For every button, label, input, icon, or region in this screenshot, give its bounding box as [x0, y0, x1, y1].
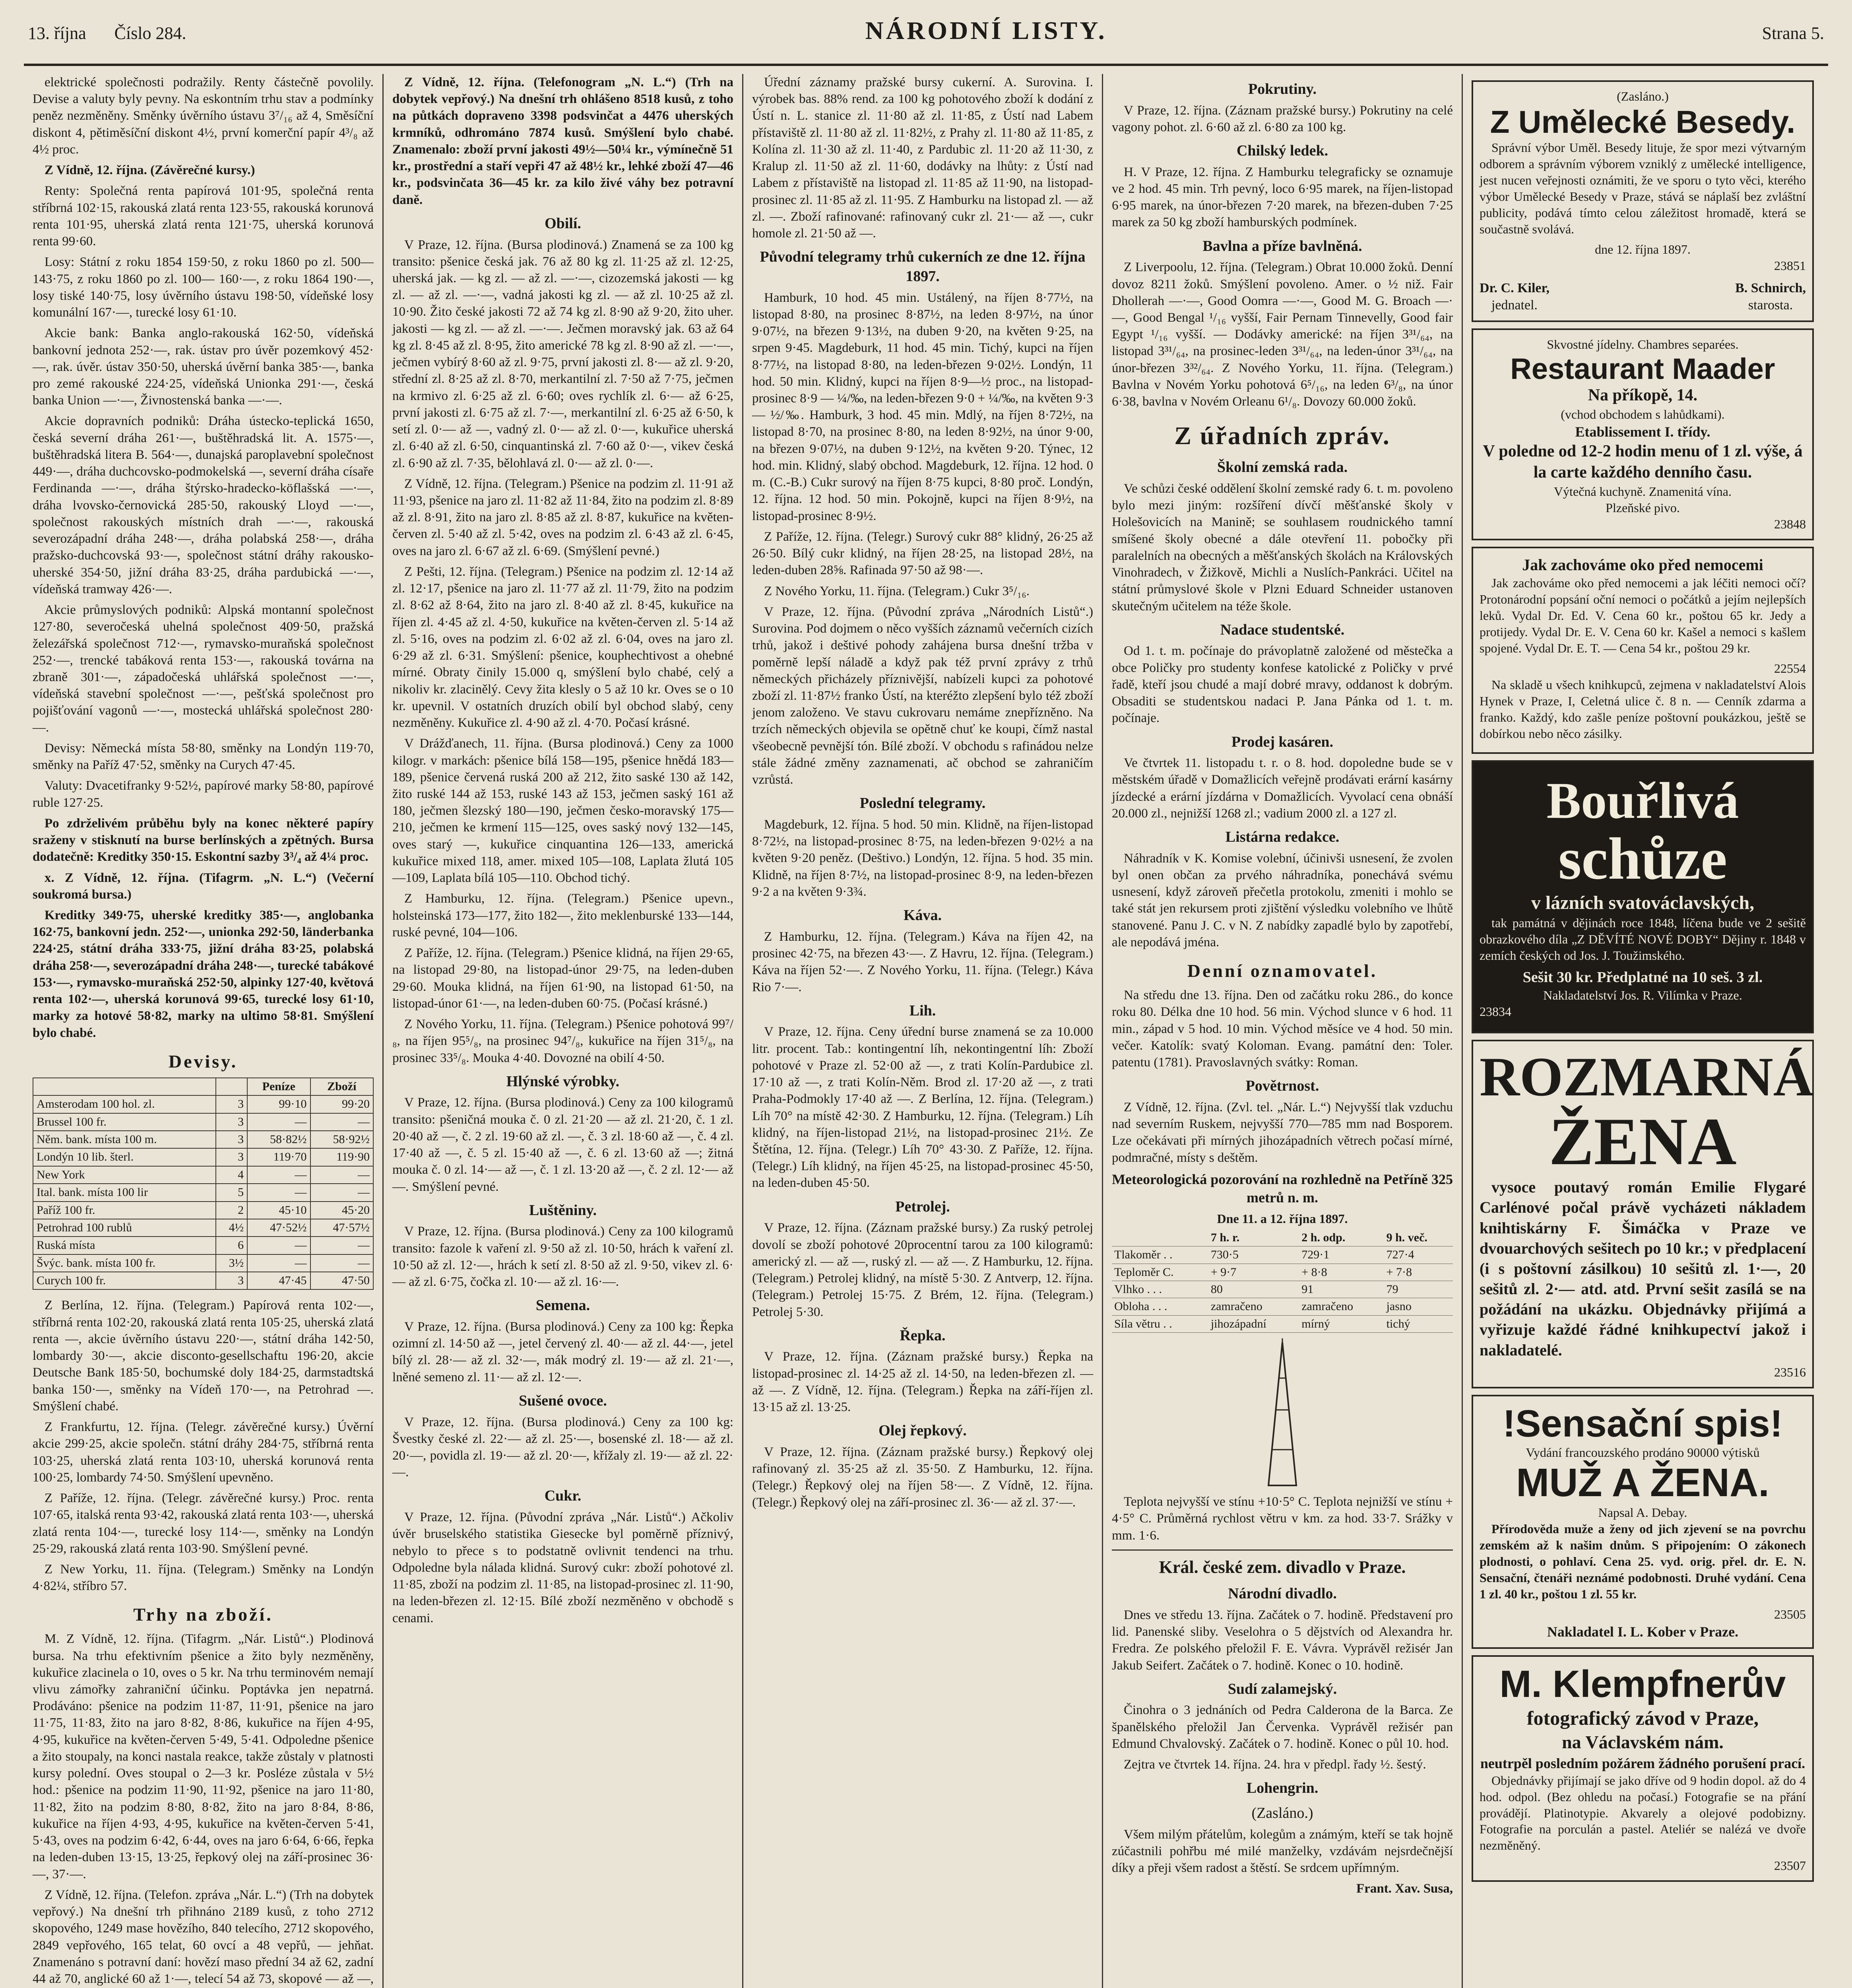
devisy-table-row-cell: — [247, 1254, 310, 1272]
meteo-table-row-cell: 80 [1208, 1281, 1299, 1298]
ad-restaurant-title: Restaurant Maader [1510, 352, 1775, 385]
petrin-tower-illustration [1253, 1338, 1312, 1489]
lusteniny-text: V Praze, 12. října. (Bursa plodinová.) Ceny za 100 kilogramů transito: fazole k vaření zl. 9·50 až zl. 10·50, hrách k vaření zl. 10·50 až zl. 12·—, hrách k setí zl. 8·50 až zl. 9·50, vikev zl. 6·— až zl. 6·75, čočka zl. 10·— až zl. 16·—. [392, 1224, 733, 1289]
meteo-table-row-cell: 91 [1299, 1281, 1384, 1298]
meteo-table-row [1112, 1264, 1453, 1281]
ad-schuze-title: schůze [1558, 826, 1727, 892]
obili-vienna-text: Z Vídně, 12. října. (Telegram.) Pšenice na podzim zl. 11·91 až 11·93, pšenice na jaro zl. 11·82 až 11·84, žito na podzim zl. 8·89 až zl. 8·91, žito na jaro zl. 8·85 až zl. 8·87, kukuřice na květen-červen zl. 5·40 až zl. 5·42, oves na podzim zl. 6·43 až zl. 6·45, oves na jaro zl. 6·67 až zl. 6·69. (Smýšlení pevné.) [392, 476, 733, 558]
ad-rozmarna-zena [1472, 1040, 1814, 1388]
column-2 [384, 74, 743, 1988]
lohengrin-heading: Lohengrin. [1246, 1780, 1319, 1797]
ad-zena-title: ŽENA [1549, 1104, 1737, 1179]
trhy-heading: Trhy na zboží. [133, 1604, 273, 1625]
devisy-table-row-cell: Curych 100 fr. [33, 1272, 216, 1289]
ad-sensace-title: !Sensační spis! [1503, 1402, 1783, 1445]
divider [1112, 1549, 1453, 1551]
devisy-table-row-cell: 3½ [216, 1254, 248, 1272]
chilsky-text: H. V Praze, 12. října. Z Hamburku telegraficky se oznamuje ve 2 hod. 45 min. Trh pevný, loco 6·95 marek, na říjen-listopad 6·95 marek, na únor-březen 7·20 marek, na březen-duben 7·25 marek za 50 kg zboží hamburských podmínek. [1112, 165, 1453, 230]
repka-heading: Řepka. [900, 1327, 946, 1344]
ad-bourliva-body: tak památná v dějinách roce 1848, líčena bude ve 2 sešitě obrazkového díla „Z DĚVÍTÉ NOVÉ DOBY“ Dějiny r. 1848 v zemích českých od Jos. J. Toužimského. [1480, 916, 1806, 963]
cukr-telegram-heading: Původní telegramy trhů cukerních ze dne 12. října 1897. [760, 248, 1086, 285]
devisy-table-row-cell: — [310, 1113, 373, 1131]
nadace-heading: Nadace studentské. [1220, 621, 1345, 638]
devisy-table-row-cell: New York [33, 1166, 216, 1184]
meteo-table-row-cell: Vlhko . . . [1112, 1281, 1208, 1298]
meteo-col-evening: 9 h. več. [1384, 1229, 1453, 1246]
ad-sensace-sub: Vydání francouzského prodáno 90000 výtisků [1526, 1445, 1760, 1460]
meteo-table-row-cell: tichý [1384, 1315, 1453, 1332]
meteo-days: Dne 11. a 12. října 1897. [1217, 1211, 1348, 1226]
chilsky-heading: Chilský ledek. [1236, 142, 1328, 159]
meteo-table-row-cell: 79 [1384, 1281, 1453, 1298]
ad-sensace-body: Přírodověda muže a ženy od jich zjevení se na povrchu zemském až k našim dnům. S připojením: O zákonech plodnosti, o pohlaví. Cena 25. vyd. orig. přel. dr. E. N. Sensační, čtenáři neznámé podobnosti. Druhé vydání. Cena 1 zl. 40 kr., poštou 1 zl. 55 kr. [1480, 1522, 1806, 1602]
meteo-table-body [1112, 1246, 1453, 1333]
meteo-table-row [1112, 1246, 1453, 1264]
losy-text: Losy: Státní z roku 1854 159·50, z roku 1860 po zl. 500— 143·75, z roku 1860 po zl. 100— 160·—, z roku 1864 190·—, losy tiské 140·75, losy úvěrního ústavu 198·50, vídeňské losy komunální 167·—, turecké losy 61·10. [33, 255, 374, 320]
meteo-table-row-cell: jihozápadní [1208, 1315, 1299, 1332]
paris-text: Z Paříže, 12. října. (Telegr. závěrečné kursy.) Proc. renta 107·65, italská renta 93·42, rakouská zlatá renta 103·—, uherská zlatá renta 104·—, turecké losy 114·—, směnky na Londýn 25·29, rakouská zlatá renta 103·90. Smýšlení pevné. [33, 1491, 374, 1556]
ad-sensace-author: Napsal A. Debay. [1598, 1505, 1687, 1520]
devisy-table-row [33, 1237, 373, 1254]
ad-bourliva-title: Bouřlivá [1546, 772, 1739, 829]
ad-klempfner-title: M. Klempfnerův [1499, 1663, 1786, 1706]
devisy-table-row-cell: — [310, 1184, 373, 1201]
ad-bourliva-number: 23834 [1480, 1004, 1511, 1019]
petrolej-text: V Praze, 12. října. (Záznam pražské bursy.) Za ruský petrolej dovolí se zboží pohotové 20procentní tarou za 100 kilogramů: americký zl. — až —, ruský zl. — až —. Z Hamburku, 12. října. (Telegram.) Petrolej klidný, na místě 5·30. Z Antverp, 12. října. (Telegram.) Petrolej 15·75. Z Brém, 12. října. (Telegram.) Petrolej 5·30. [752, 1221, 1093, 1319]
devisy-table-row [33, 1131, 373, 1148]
berlin-text: Z Berlína, 12. října. (Telegram.) Papírová renta 102·—, stříbrná renta 102·20, rakouská zlatá renta 105·25, uherská zlatá renta —, akcie úvěrního ústavu 220·—, státní dráha 142·50, lombardy 30·—, akcie disconto-gesellschaftu 196·20, akcie Deutsche Bank 185·50, bochumské doly 184·25, darmstadtská banka 150·—, směnky na Vídeň 170·—, na Petrohrad —. Smýšlení chabé. [33, 1298, 374, 1413]
susene-text: V Praze, 12. října. (Bursa plodinová.) Ceny za 100 kg: Švestky české zl. 22·— až zl. 25·—, bosenské zl. 18·— až zl. 20·—, povidla zl. 19·— až zl. 20·—, křížaly zl. 19·— až zl. 22·—. [392, 1415, 733, 1480]
vienna-tel-headline: x. Z Vídně, 12. října. (Tifagrm. „N. L.“) (Večerní soukromá bursa.) [33, 870, 374, 902]
ad-restaurant-floor: Etablissement I. třídy. [1575, 423, 1710, 440]
ad-sensace-publisher: Nakladatel I. L. Kober v Praze. [1547, 1624, 1739, 1640]
bavlna-text: Z Liverpoolu, 12. října. (Telegram.) Obrat 10.000 žoků. Denní dovoz 8211 žoků. Smýšlení povoleno. Amer. o ½ niž. Fair Dhollerah —·—, Good Oomra —·—, Good M. G. Broach —·—, Good Bengal ¹/₁₆ vyšší, Fair Pernam Tinnevelly, Good fair Egypt ¹/₁₆ vyšší. — Dodávky americké: na říjen 3³¹/₆₄, na listopad 3³¹/₆₄, na prosinec-leden 3³¹/₆₄, na leden-únor 3³¹/₆₄, na únor-březen 3³²/₆₄. Z Nového Yorku, 11. října. (Telegram.) Bavlna v Novém Yorku pohotová 6⁵/₁₆, na leden 6³/₈, na únor 6·38, bavlna v Novém Orleanu 6¹/₈. Dovozy 60.000 žoků. [1112, 260, 1453, 409]
devisy-table-row-cell: — [247, 1184, 310, 1201]
devisy-col-place [33, 1078, 216, 1095]
ad-restaurant-address: Na příkopě, 14. [1588, 386, 1698, 404]
bavlna-heading: Bavlna a příze bavlněná. [1202, 237, 1362, 254]
ad-beseda-sig-left: Dr. C. Kiler, [1480, 280, 1549, 295]
meteo-table-row-cell: + 9·7 [1208, 1264, 1299, 1281]
listarna-text: Náhradník v K. Komise volební, účinivši usnesení, že zvolen byl onen občan za prvého náhradníka, ponechává svému usnesení, když zároveň přečetla protokolu, zmeniti i mohlo se také stát jen rekursem proti zjištění výsledku volebního ve lhůtě stanovené. Panu J. C. v N. Z nabídky zapadlé bylo by zapotřebí, ale nepodává jména. [1112, 851, 1453, 949]
posledni-heading: Poslední telegramy. [859, 795, 986, 812]
meteo-table-row-cell: + 8·8 [1299, 1264, 1384, 1281]
denni-heading: Denní oznamovatel. [1187, 961, 1378, 981]
ad-sensacni-spis [1472, 1395, 1814, 1649]
devisy-table-row-cell: Ruská místa [33, 1237, 216, 1254]
ad-beseda-signatures [1480, 280, 1806, 314]
meteo-table-row-cell: Tlakoměr . . [1112, 1246, 1208, 1264]
ad-klempfner-address: na Václavském nám. [1562, 1732, 1724, 1752]
zitra-text: Zejtra ve čtvrtek 14. října. 24. hra v předpl. řady ½. šestý. [1124, 1757, 1426, 1772]
meteo-table-row [1112, 1281, 1453, 1298]
meteo-extra-text: Teplota nejvyšší ve stínu +10·5° C. Teplota nejnižší ve stínu + 4·5° C. Průměrná rychlost větru v km. za hod. 33·7. Srážky v mm. 1·6. [1112, 1495, 1453, 1543]
devisy-table-row-cell: — [247, 1113, 310, 1131]
devisy-table-row-cell: 2 [216, 1202, 248, 1219]
lusteniny-heading: Luštěniny. [529, 1202, 597, 1219]
cukr-text: V Praze, 12. října. (Původní zpráva „Nár. Listů“.) Ačkoliv úvěr bruselského statistika Giesecke byl poměrně příznivý, nebylo to přece s to podstatně ovlivnit tendenci na trhu. Odpoledne byla nálada klidná. Surový cukr: zboží pohotové zl. 11·85, zboží na podzim zl. 11·85, na listopad-prosinec zl. 11·90, na leden-březen zl. 12·15. Bílé zboží nezměněno v obchodě s cenami. [392, 1510, 733, 1625]
devisy-table-row-cell: 99·10 [247, 1095, 310, 1113]
devisy-table-row-cell: Švýc. bank. místa 100 fr. [33, 1254, 216, 1272]
ad-umelecka-beseda [1472, 80, 1814, 322]
cukr-paris-text: Z Paříže, 12. října. (Telegr.) Surový cukr 88° klidný, 26·25 až 26·50. Bílý cukr klidný, na říjen 28·25, na listopad 28½, na leden-duben 28⅝. Rafinada 97·50 až 98·—. [752, 529, 1093, 578]
meteo-table-row-cell: + 7·8 [1384, 1264, 1453, 1281]
meteo-table-row-cell: 729·1 [1299, 1246, 1384, 1264]
ad-nemoc-title: Jak zachováme oko před nemocemi [1522, 556, 1763, 574]
devisy-table-row [33, 1202, 373, 1219]
lih-heading: Lih. [909, 1002, 936, 1019]
ad-klempfner-subtitle: fotografický závod v Praze, [1526, 1706, 1759, 1729]
ad-klempfner [1472, 1655, 1814, 1882]
devisy-col-goods: Zboží [310, 1078, 373, 1095]
ad-restaurant-top: Skvostné jídelny. Chambres separées. [1547, 337, 1739, 351]
ad-restaurant-number: 23848 [1774, 517, 1806, 532]
zaslano-heading: (Zasláno.) [1251, 1805, 1313, 1822]
devisy-table-row [33, 1272, 373, 1289]
ad-sensace-number: 23505 [1774, 1607, 1806, 1622]
devisy-table-row-cell: 4 [216, 1166, 248, 1184]
devisy-table-row-cell: 47·45 [247, 1272, 310, 1289]
meteo-title: Meteorologická pozorování na rozhledně na Petříně 325 metrů n. m. [1112, 1171, 1453, 1206]
cukr-heading: Cukr. [544, 1487, 582, 1505]
divadlo-text: Dnes ve středu 13. října. Začátek o 7. hodině. Představení pro lid. Panenské sliby. Veselohra o 5 dějstvích od Alexandra hr. Fredra. Ze polského přeložil F. E. Vávra. Vyprávěl režisér Jan Jakub Seifert. Začátek o 7. hodině. Konec o 10. hodině. [1112, 1607, 1453, 1673]
meteo-table-row-cell: Obloha . . . [1112, 1298, 1208, 1315]
divadlo-heading: Král. české zem. divadlo v Praze. [1159, 1557, 1406, 1577]
obili-hamburg-text: Z Hamburku, 12. října. (Telegram.) Pšenice upevn., holsteinská 173—177, žito 182—, žito meklenburské 133—144, ruské pevné, 104—106. [392, 891, 733, 940]
devisy-table-row-cell: — [247, 1166, 310, 1184]
devisy-table-row-cell: Paříž 100 fr. [33, 1202, 216, 1219]
listarna-heading: Listárna redakce. [1225, 829, 1340, 846]
meteo-table-row-cell: Teploměr C. [1112, 1264, 1208, 1281]
skolni-text: Ve schůzi české oddělení školní zemské rady 6. t. m. povoleno bylo mezi jiným: rozšíření dívčí měšťanské školy v Holešovicích na Manině; se souhlasem roudnického tamní smíšené školy obecné a dále otevření 11. pobočky při paralelních na obecných a měšťanských školách na Královských Vinohradech, v Žižkově, Michli a Nuslích-Pankráci. Učitel na státní průmyslové škole v Plzni Eduard Schneider ustanoven skutečným učitelem na téže škole. [1112, 481, 1453, 613]
column-4 [1103, 74, 1463, 1988]
devisy-table-row-cell: 3 [216, 1095, 248, 1113]
devisy-table-row [33, 1095, 373, 1113]
sudi-text: Činohra o 3 jednáních od Pedra Calderona de la Barca. Ze španělského přeložil Jan Červenka. Vyprávěl režisér pan Edmund Chvalovský. Začátek o 7. hodině. Konec o půl 10. hod. [1112, 1703, 1453, 1751]
devisy-table-row-cell: Amsterodam 100 hol. zl. [33, 1095, 216, 1113]
issue-date: 13. října [28, 23, 86, 43]
meteo-table-row-cell: mírný [1299, 1315, 1384, 1332]
ad-klempfner-note: neutrpěl posledním požárem žádného porušení prací. [1480, 1755, 1805, 1771]
devisy-table-row-cell: 47·50 [310, 1272, 373, 1289]
ad-kniha-note: Na skladě u všech knihkupců, zejmena v nakladatelství Alois Hynek v Praze, I, Celetná ulice č. 8 n. — Cenník zdarma a franko. Každý, kdo zašle peníze poštovní poukázkou, ještě se dobírkou nebo něco zásilky. [1480, 678, 1806, 741]
ad-beseda-sig-right-role: starosta. [1748, 298, 1793, 313]
devisy-table-row-cell: Brussel 100 fr. [33, 1113, 216, 1131]
devisy-table-row-cell: 58·82½ [247, 1131, 310, 1148]
devisy-table-row-cell: — [310, 1166, 373, 1184]
devisy-table-row-cell: 45·10 [247, 1202, 310, 1219]
banky-text: Akcie bank: Banka anglo-rakouská 162·50, vídeňská bankovní jednota 252·—, rak. ústav pro úvěr pozemkový 452·—, rak. úvěr. ústav 350·50, uherská úvěrní banka 385·—, banka pro zemé rakouské 224·25, vídeňská Unionka 291·—, česká banka Union —·—, Živnostenská banka —·—. [33, 326, 374, 408]
semena-heading: Semena. [535, 1297, 590, 1314]
ad-bourliva-price: Sešit 30 kr. Předplatné na 10 seš. 3 zl. [1522, 969, 1763, 986]
devisy-table-row [33, 1254, 373, 1272]
ad-restaurant-beer: Plzeňské pivo. [1606, 501, 1680, 515]
devisy-table-row-cell: 58·92½ [310, 1131, 373, 1148]
obili-dresden-text: V Drážďanech, 11. října. (Bursa plodinová.) Ceny za 1000 kilogr. v markách: pšenice bílá 158—195, pšenice hnědá 183—189, pšenice červená ruská 200 až 212, žito saské 130 až 142, žito ruské 144 až 153, ruské 143 až 153, ječmen saský 161 až 180, ječmen šlezský 180—190, ječmen česko-moravský 175—210, ječmen ke krmení 115—125, oves saský nový 132—145, oves starý —, kukuřice cinquantina 126—133, americká kukuřice mixed 118, amer. mixed 105—108, Laplata žlutá 105—109, Laplata bílá 105—110. Obchod tichý. [392, 736, 733, 885]
lih-text: V Praze, 12. října. Ceny úřední burse znamená se za 10.000 litr. procent. Tab.: kontingentní líh, nekontingentní líh: Zboží pohotové v Praze zl. 52·00 až —, z trati Kolín-Pardubice zl. 17·10 až —, z trati Kolín-Něm. Brod zl. 17·20 až —, z trati Praha-Podmokly 17·40 až —. Z Berlína, 12. října. (Telegram.) Líh 70° na místě 42·30. Z Hamburku, 12. října. (Telegram.) Líh klidný, na říjen-listopad 21½, na listopad-prosinec 21½. Ze Štětína, 12. října. (Telegr.) Líh 70° 43·30. Z Paříže, 12. října. (Telegr.) Líh klidný, na říjen 45·25, na listopad-prosinec 45·50, na leden-duben 45·50. [752, 1025, 1093, 1190]
devisy-table-row-cell: 4½ [216, 1219, 248, 1237]
valuty-text: Valuty: Dvacetifranky 9·52½, papírové marky 58·80, papírové ruble 127·25. [33, 779, 374, 810]
povetrnost-heading: Povětrnost. [1245, 1077, 1319, 1095]
ad-oko-nemoci [1472, 547, 1814, 754]
masthead [24, 16, 1828, 66]
meteo-table-row [1112, 1298, 1453, 1315]
zaslano-text: Všem milým přátelům, kolegům a známým, kteří se tak hojně zúčastnili pohřbu mé milé manželky, vzdávám nejsrdečnější díky a přeji všem radost a štěstí. Se srdcem upřímným. [1112, 1827, 1453, 1875]
obili-newyork-text: Z Nového Yorku, 11. října. (Telegram.) Pšenice pohotová 99⁷/₈, na říjen 95⁵/₈, na prosinec 94⁷/₈, kukuřice na říjen 31⁵/₈, na prosinec 33⁵/₈. Mouka 4·40. Dovozné na obilí 4·50. [392, 1017, 733, 1065]
divadlo-subheading: Národní divadlo. [1228, 1585, 1337, 1602]
meteo-col-label [1112, 1229, 1208, 1246]
meteo-table-row [1112, 1315, 1453, 1332]
uredni-text: Úřední záznamy pražské bursy cukerní. A. Surovina. I. výrobek bas. 88% rend. za 100 kg pohotového zboží k dodání z Ústí n. L. stanice zl. 11·80 až zl. 11·85, z Ústí nad Labem přístaviště zl. 11·80 až zl. 11·82½, z Prahy zl. 11·80 až 11·85, z Kolína zl. 11·30 až zl. 11·40, z Pardubic zl. 11·20 až 11·30, z Kralup zl. 11·50 až zl. 11·60, dodávky na lhůty: z Ústí nad Labem z přístaviště na listopad zl. 11·85 až 11·90, na listopad-prosinec zl. 11·85 až zl. 11·95. Z Hamburku na listopad zl. — až zl. —. Zboží rafinované: rafinovaný cukr zl. 21·— až —, cukr homole zl. 21·50 až —. [752, 75, 1093, 241]
ad-klempfner-number: 23507 [1774, 1858, 1806, 1873]
newspaper-title: NÁRODNÍ LISTY. [865, 16, 1107, 45]
ad-restaurant-sub: (vchod obchodem s lahůdkami). [1561, 407, 1725, 421]
ad-rozmarna-number: 23516 [1774, 1365, 1806, 1379]
devisy-table-header [33, 1078, 373, 1095]
ad-klempfner-body: Objednávky přijímají se jako dříve od 9 hodin dopol. až do 4 hod. odpol. (Bez ohledu na počasí.) Fotografie se na přání provádějí. Platinotypie. Akvarely a olejové podobizny. Fotografie na porculán a pastel. Ateliér se nalézá ve dvoře nezměněný. [1480, 1773, 1806, 1853]
devisy-table-row-cell: Ital. bank. místa 100 lir [33, 1184, 216, 1201]
devisy-table-row-cell: 47·57½ [310, 1219, 373, 1237]
ad-restaurant-maader [1472, 328, 1814, 540]
ad-nemoc-body: Jak zachováme oko před nemocemi a jak léčiti nemoci očí? Protonárodní popsání oční nemoci o počátků a jejím nejlepších leků. Vydal Dr. Ed. V. Cena 60 kr., poštou 65 kr. Jedy a protijedy. Vydal Dr. E. V. Cena 60 kr. Kašel a nemoci s kašlem spojené. Vydal Dr. E. T. — Cena 54 kr., poštou 29 kr. [1480, 576, 1806, 656]
meteo-table [1112, 1229, 1453, 1333]
devisy-table-row [33, 1166, 373, 1184]
cukr-telegram-text: Hamburk, 10 hod. 45 min. Ustálený, na říjen 8·77½, na listopad 8·80, na prosinec 8·87½, na leden 8·97½, na únor 9·07½, na březen 9·13½, na duben 9·20, na květen 9·25, na srpen 9·45. Magdeburk, 11 hod. 45 min. Tichý, kupci na říjen 8·77½, na listopad 8·80, na leden-březen 9·02½. Londýn, 11 hod. 50 min. Klidný, kupci na říjen 8·9—½ proc., na listopad-prosinec 8·9 — ¼/‰, na leden-březen 9·0 + ¼/‰, na květen 9·3 — ½/‰. Hamburk, 3 hod. 45 min. Mdlý, na říjen 8·72½, na listopad 8·70, na prosinec 8·80, na leden 8·92½, na únor 9·00, na březen 9·07½, na duben 9·12½, na květen 9·20. Týnec, 12 hod. min. Klidný, slabý obchod. Magdeburk, 12. října. 12 hod. 0 m. (C.-B.) Cukr surový na říjen 8·75 kupci, 8·80 proč. Londýn, 12. října. 12 hod. 50 min. Pokojně, kupci na říjen 8·9½, na listopad-prosinec 8·9½. [752, 290, 1093, 523]
meteo-table-row-cell: zamračeno [1299, 1298, 1384, 1315]
hlyn-text: V Praze, 12. října. (Bursa plodinová.) Ceny za 100 kilogramů transito: pšeničná mouka č. 0 zl. 21·20 — až zl. 21·20, č. 1 zl. 20·40 až —, č. 2 zl. 19·60 až zl. —, č. 3 zl. 18·60 až —, č. 4 zl. 17·40 až —, č. 5 zl. 15·40 až —, č. 6 zl. 13·60 až —; žitná mouka č. 0 zl. 14·— až —, č. 1 zl. 13·20 až —, č. 2 zl. 12·— až —. Smýšlení pevné. [392, 1095, 733, 1194]
devisy-table-row-cell: 3 [216, 1148, 248, 1166]
devisy-table-row-cell: — [310, 1237, 373, 1254]
devisy-table-body [33, 1095, 373, 1289]
denni-text: Na středu dne 13. října. Den od začátku roku 286., do konce roku 80. Délka dne 10 hod. 56 min. Východ slunce v 6 hod. 11 min., západ v 5 hod. 10 min. Východ měsíce ve 4 hod. 50 min. večer. Katolík: svatý Koloman. Evang. památní den: Toler. patentu (1781). Pravoslavných svátky: Roman. [1112, 988, 1453, 1070]
devisy-table-row-cell: — [310, 1254, 373, 1272]
povetrnost-text: Z Vídně, 12. října. (Zvl. tel. „Nár. L.“) Nejvyšší tlak vzduchu nad severním Ruskem, nejvyšší 770—785 mm nad Bosporem. Lze očekávati při mírných jihozápadních větrech počasí mírné, podmračné, místy s deštěm. [1112, 1100, 1453, 1165]
ad-beseda-date: dne 12. října 1897. [1595, 242, 1691, 256]
ad-beseda-sig-left-role: jednatel. [1491, 298, 1538, 313]
ad-beseda-number: 23851 [1774, 258, 1806, 273]
susene-heading: Sušené ovoce. [519, 1392, 607, 1409]
ad-beseda-body: Správní výbor Uměl. Besedy lituje, že spor mezi výtvarným odborem a správním výborem vzniklý z umělecké intelligence, jest nucen veřejnosti oznámiti, že ve sporu o tyto věci, kterého výbor Umělecké Besedy v Praze, stává se náplaší bez zvláštní publicity, podává tímto celou záležitost hromadě, která se součastně svolává. [1480, 140, 1806, 236]
meteo-table-header [1112, 1229, 1453, 1246]
devisy-table-row-cell: — [247, 1237, 310, 1254]
olej-heading: Olej řepkový. [878, 1422, 967, 1439]
ad-rozmarna-title: ROZMARNÁ [1480, 1046, 1813, 1108]
meteo-table-row-cell: zamračeno [1208, 1298, 1299, 1315]
article-intro: elektrické společnosti podražily. Renty částečně povolily. Devise a valuty byly pevny. Na eskontním trhu stav a podmínky peněz nezměněny. Směnky úvěrního ústavu 3⁷/₁₆ až 4, Směsíční diskont 4, pětiměsíční diskont 4½, první komerční papír 4³/₈ až 4½ proc. [33, 75, 374, 157]
devisy-table-row-cell: 5 [216, 1184, 248, 1201]
vienna-tel-text: Kreditky 349·75, uherské kreditky 385·—, anglobanka 162·75, bankovní jedn. 252·—, unionka 292·50, länderbanka 224·25, státní dráha 333·75, jižní dráha 83·25, polabská dráha 258·—, severozápadní dráha 248·—, turecké tabákové 153·—, rymavsko-muraňská 252·50, alpinky 127·40, květová renta 102·—, uherská korunová 99·65, turecké losy 61·10, marky za hotové 58·82, marky na ultimo 58·81. Smýšlení bylo chabé. [33, 908, 374, 1040]
renty-text: Renty: Společná renta papírová 101·95, společná renta stříbrná 102·15, rakouská zlatá renta 123·55, rakouská korunová renta 101·95, uherská zlatá renta 121·75, uherská korunová renta 99·60. [33, 184, 374, 249]
skolni-heading: Školní zemská rada. [1217, 459, 1348, 476]
prumysl-text: Akcie průmyslových podniků: Alpská montanní společnost 127·80, severočeská uhelná společnost 409·50, pražská železářská společnost 712·—, rymavsko-muraňská společnost 252·—, trencké tabáková renta 153·—, rakouská továrna na zbraně 301·—, západočeská uhlářská společnost —·—, vídeňská stavební společnost —·—, pešťská společnost pro pojišťování vagonů —·—, mostecká uhlářská společnost 280·—. [33, 603, 374, 735]
repka-text: V Praze, 12. října. (Záznam pražské bursy.) Řepka na listopad-prosinec zl. 14·25 až zl. 14·50, na leden-březen zl. — až —. Z Vídně, 12. října. (Telegram.) Řepka na září-říjen zl. 13·15 až zl. 13·25. [752, 1349, 1093, 1415]
masthead-left [28, 23, 210, 43]
devisy-table-row-cell: 99·20 [310, 1095, 373, 1113]
drahy-text: Akcie dopravních podniků: Dráha ústecko-teplická 1650, česká severní dráha 261·—, buštěhradská lit. A. 1575·—, buštěhradská litera B. 564·—, dunajská paroplavební společnost 449·—, dráha duchcovsko-podmokelská —, severní dráha císaře Ferdinanda —·—, dráha štýrsko-hradecko-köflašská —·—, dráha lvovsko-černovická 285·50, rakouský Lloyd —·—, společnost rakouských místních drah —·—, rakouská severozápadní dráha 248·—, dráha polabská 258·—, dráha pražsko-duchcovská 93·—, společnost státní dráhy rakousko-uherské 354·50, jižní dráha 83·25, dráha pardubická —·—, vídeňská tramway 426·—. [33, 414, 374, 596]
meteo-col-afternoon: 2 h. odp. [1299, 1229, 1384, 1246]
devisy-table [33, 1077, 374, 1290]
devisy-table-row-cell: 3 [216, 1131, 248, 1148]
hlyn-heading: Hlýnské výrobky. [506, 1073, 620, 1090]
nadace-text: Od 1. t. m. počínaje do právoplatně založené od městečka a obce Poličky pro studenty konfese katolické z Poličky v prvé řadě, kteří jsou chudé a mají dobré mravy, oddanost k dobrým. Obsaditi se studentskou nadaci P. Jana Pánka od 1. t. m. počínaje. [1112, 644, 1453, 726]
devisy-table-row-cell: 3 [216, 1113, 248, 1131]
obili-text: V Praze, 12. října. (Bursa plodinová.) Znamená se za 100 kg transito: pšenice česká jak. 76 až 80 kg zl. 11·25 až zl. 12·25, uherská jak. — kg zl. — až zl. —·—, cizozemská jakosti — kg zl. — až zl. —·—, vadná jakosti kg zl. — až zl. 10·25 až zl. 10·90. Žito české jakosti 72 až 74 kg zl. 8·90 až 9·20, žito uher. jakosti — kg zl. — až zl. —·—. Ječmen moravský jak. 63 až 64 kg zl. 8·45 až zl. 8·95, žito americké 78 kg zl. 8·90 až zl. —·—, ječmen vybírý 8·60 až zl. 9·75, první jakosti zl. 8·— až zl. 9·20, střední zl. 8·25 až zl. 8·70, merkantilní zl. 7·50 až 7·75, ječmen na krmivo zl. 6·25 až zl. 6·60; oves rychlík zl. 6·— až 6·25, první jakosti zl. 6·75 až zl. 7·—, merkantilní zl. 6·25 až 6·50, k setí zl. 0·— až —, vadný zl. 0·— až zl. 0·—, kukuřice uherská zl. 6·40 až zl. 6·50, cinquantinská zl. 7·60 až 0·—, vikev česká zl. 6·90 až zl. 7·35, bělohlavá zl. 0·— až zl. 0·—. [392, 237, 733, 470]
ad-muz-a-zena-title: MUŽ A ŽENA. [1516, 1460, 1769, 1505]
devisy-table-row [33, 1184, 373, 1201]
kava-text: Z Hamburku, 12. října. (Telegram.) Káva na říjen 42, na prosinec 42·75, na březen 43·—. Z Havru, 12. října. (Telegram.) Káva na říjen 52·—. Z Nového Yorku, 11. října. (Telegr.) Káva Rio 7·—. [752, 929, 1093, 994]
cukr-newyork-text: Z Nového Yorku, 11. října. (Telegram.) Cukr 3⁵/₁₆. [764, 584, 1030, 598]
meteo-col-morning: 7 h. r. [1208, 1229, 1299, 1246]
devisy-col-money: Peníze [247, 1078, 310, 1095]
devisy-table-row-cell: 45·20 [310, 1202, 373, 1219]
devisy-heading: Devisy. [168, 1051, 238, 1072]
ad-rozmarna-body: vysoce poutavý román Emilie Flygaré Carlénové počal právě vycházeti nákladem knihtiskárny F. Šimáčka v Praze ve dvouarchových sešitech po 10 kr.; v předplacení (i s poštovní zásilkou) 10 sešitů zl. 1·—, 20 sešitů zl. 2·— atd. atd. První sešit zasílá se na požádání na ukázku. Objednávky přijímá a vyřizuje každé řádné knihkupectví jakož i nakladatelé. [1480, 1178, 1806, 1359]
ad-nemoc-number: 22554 [1774, 661, 1806, 676]
frankfurt-text: Z Frankfurtu, 12. října. (Telegr. závěrečné kursy.) Úvěrní akcie 299·25, akcie společn. státní dráhy 284·75, stříbrná renta 103·25, uherská zlatá renta 103·10, uherská korunová renta 100·25, lombardy 74·50. Smýšlení upevněno. [33, 1420, 374, 1485]
semena-text: V Praze, 12. října. (Bursa plodinová.) Ceny za 100 kg: Řepka ozimní zl. 14·50 až —, jetel červený zl. 40·— až zl. 44·—, jetel bílý zl. 28·— až zl. 32·—, mák modrý zl. 19·— až zl. 21·—, lněné semeno zl. 11·— až zl. 12·—. [392, 1319, 733, 1384]
obili-paris-text: Z Paříže, 12. října. (Telegram.) Pšenice klidná, na říjen 29·65, na listopad 29·80, na listopad-únor 29·75, na leden-duben 29·60. Mouka klidná, na říjen 61·90, na listopad 61·50, na listopad-únor 61·—, na leden-duben 60·75. (Počasí krásné.) [392, 946, 733, 1011]
ad-bourliva-subtitle: v lázních svatováclavských, [1531, 892, 1755, 913]
issue-number: Číslo 284. [114, 23, 186, 43]
columns [24, 74, 1828, 1988]
special-note: Po zdrželivém průběhu byly na konec některé papíry sraženy v stisknutí na burse berlínských a zpětných. Bursa dodatečně: Kreditky 350·15. Eskontní sazby 3³/₄ až 4¼ proc. [33, 816, 374, 864]
devisy-col-rate [216, 1078, 248, 1095]
kava-heading: Káva. [903, 907, 942, 924]
ad-beseda-title: Z Umělecké Besedy. [1490, 104, 1796, 140]
olej-text: V Praze, 12. října. (Záznam pražské bursy.) Řepkový olej rafinovaný zl. 35·25 až zl. 35·50. Z Hamburku, 12. října. (Telegr.) Řepkový olej na říjen 58·—. Z Vídně, 12. října. (Telegr.) Řepkový olej na září-prosinec zl. 36·— až zl. 37·—. [752, 1444, 1093, 1510]
meteo-table-row-cell: jasno [1384, 1298, 1453, 1315]
vienna-cattle-text: Z Vídně, 12. října. (Telefon. zpráva „Nár. L.“) (Trh na dobytek vepřový.) Na dnešní trh přihnáno 2189 kusů, z toho 2712 skopového, 1249 mase hovězího, 840 telecího, 2712 skopového, 2849 vepřového, 165 telat, 60 ovcí a 48 vepřů, — jehňat. Znamenáno s potravní daní: hovězí maso přední 34 až 62, zadní 44 až 70, anglické 60 až 1·—, telecí 54 až 73, skopové — až —, [33, 1887, 374, 1986]
ad-restaurant-offer: V poledne od 12-2 hodin menu of 1 zl. výše, á la carte každého denního času. [1483, 442, 1803, 482]
zaslano-signature: Frant. Xav. Susa, [1356, 1881, 1453, 1896]
obili-heading: Obilí. [545, 215, 581, 232]
newyork-text: Z New Yorku, 11. října. (Telegram.) Směnky na Londýn 4·82¼, stříbro 57. [33, 1562, 374, 1594]
devisy-table-row-cell: Něm. bank. místa 100 m. [33, 1131, 216, 1148]
sudi-heading: Sudí zalamejský. [1228, 1680, 1337, 1697]
petrolej-heading: Petrolej. [895, 1198, 950, 1215]
ad-zaslano-label: (Zasláno.) [1617, 89, 1669, 103]
devisy-table-row [33, 1113, 373, 1131]
devisy-table-row-cell: 119·70 [247, 1148, 310, 1166]
devisy-table-row-cell: Londýn 10 lib. šterl. [33, 1148, 216, 1166]
vienna-pig-text: Z Vídně, 12. října. (Telefonogram „N. L.“) (Trh na dobytek vepřový.) Na dnešní trh ohlášeno 8518 kusů, z toho na půtkách dopraveno 3398 podsvinčat a 4476 uherských krmníků, odhrománo 7874 kusů. Smýšlení bylo chabé. Znamenalo: zboží první jakosti 49½—50¼ kr., výmínečně 51 kr., prostřední a staří vepři 47 až 48½ kr., lehké zboží 47—46 kr., podsvinčata 36—45 kr. za kilo živé váhy bez potravní daně. [392, 75, 733, 207]
devisy-table-row-cell: 6 [216, 1237, 248, 1254]
devisy-table-row-cell: Petrohrad 100 rublů [33, 1219, 216, 1237]
column-5-ads [1463, 74, 1823, 1988]
devisy-table-row-cell: 3 [216, 1272, 248, 1289]
uradni-zpravy-heading: Z úřadních zpráv. [1174, 421, 1390, 450]
ad-restaurant-kitchen: Výtečná kuchyně. Znamenitá vína. [1554, 484, 1732, 499]
devisy-table-row [33, 1219, 373, 1237]
pokrutiny-heading: Pokrutiny. [1248, 81, 1317, 97]
trhy-vienna-text: M. Z Vídně, 12. října. (Tifagrm. „Nár. Listů“.) Plodinová bursa. Na trhu efektivním pšenice a žito byly nezměněny, kukuřice zlacinela o 10, oves o 5 kr. Na trhu terminovém nemají vlivu zámořky zahraniční účinku. Poptávka jen nepatrná. Prodáváno: pšenice na podzim 11·87, 11·91, pšenice na jaro 11·75, 11·83, žito na jaro 8·82, 8·86, kukuřice na říjen 4·95, 4·95, kukuřice na květen-červen 5·49, 5·41. Odpoledne pšenice a žito stoupaly, na konci nastala reakce, takže zůstaly v platnosti kursy polední. Oves stoupal o 2—3 kr. Posléze zůstala v 5½ hod.: pšenice na podzim 11·90, 11·92, pšenice na jaro 11·80, 11·82, žito na podzim 8·80, 8·82, žito na jaro 8·84, 8·86, kukuřice na říjen 4·93, 4·95, kukuřice na květen-červen 5·41, 5·43, oves na podzim 6·42, 6·44, oves na jaro 6·64, 6·66, řepka na leden-duben 13·15, 13·25, řepkový olej na září-prosinec 36·—, 37·—. [33, 1632, 374, 1881]
column-1 [24, 74, 384, 1988]
meteo-table-row-cell: Síla větru . . [1112, 1315, 1208, 1332]
ad-bourliva-schuze [1472, 760, 1814, 1033]
meteo-table-row-cell: 730·5 [1208, 1246, 1299, 1264]
prodej-text: Ve čtvrtek 11. listopadu t. r. o 8. hod. dopoledne bude se v městském úřadě v Domažlicích veřejně prodávati erární kasárny jízdecké a erární jízdárna v Domažlicích. Vyvolací cena obnáší 20.000 zl., nejnižší 1268 zl.; vadium 2000 zl. a 127 zl. [1112, 756, 1453, 821]
devisy-table-row [33, 1148, 373, 1166]
pokrutiny-text: V Praze, 12. října. (Záznam pražské bursy.) Pokrutiny na celé vagony pohot. zl. 6·60 až zl. 6·80 za 100 kg. [1112, 103, 1453, 134]
ad-bourliva-publisher: Nakladatelství Jos. R. Vilímka v Praze. [1543, 988, 1742, 1002]
obili-pest-text: Z Pešti, 12. října. (Telegram.) Pšenice na podzim zl. 12·14 až zl. 12·17, pšenice na jaro zl. 11·77 až zl. 11·79, žito na podzim zl. 8·62 až 8·64, žito na jaro zl. 8·40 až zl. 8·45, kukuřice na říjen zl. 4·45 až zl. 4·50, kukuřice na květen-červen zl. 5·14 až zl. 5·16, oves na podzim zl. 6·02 až zl. 6·04, oves na jaro zl. 6·29 až zl. 6·31. Smýšlení: pšenice, kouphechtivost a ohebné mírné. Obraty činily 15.000 q, smýšlení bylo chabé, celý a nikoliv kr. zlacinělý. Cevy žita klesly o 5 až 10 kr. Oves se o 10 kr. upevnil. V ostatních druzích obilí byl obchod slabý, ceny nezměněny. Kukuřice zl. 4·90 až zl. 4·70. Počasí krásné. [392, 564, 733, 730]
page-number: Strana 5. [1762, 23, 1824, 43]
prodej-heading: Prodej kasáren. [1231, 733, 1334, 750]
ad-beseda-sig-right: B. Schnirch, [1735, 280, 1806, 295]
devisy-table-row-cell: 119·90 [310, 1148, 373, 1166]
cukr-praha-text: V Praze, 12. října. (Původní zpráva „Národních Listů“.) Surovina. Pod dojmem o něco vyšších záznamů večerních cizích trhů, jakož i deštivé pohody zahájena bursa dnešní tržba v poměrně lepší náladě a když pak též první zprávy z trhů německých přicházely příznivější, nabízeli kupci za pohotové zboží zl. 11·87½ franko Ústí, na kteréžto zlepšení bylo též zboží jenom založeno. Ve stavu cukrovaru nemáme znepřízněno. Na trzích německých objevila se opětně chuť ke koupi, čímž nastal všeobecně pevnější tón. Bílé zboží. V obchodu s rafinádou nelze stále žádné změny zaznamenati, ač obchod se zahraničím vzrůstá. [752, 604, 1093, 787]
posledni-text: Magdeburk, 12. října. 5 hod. 50 min. Klidně, na říjen-listopad 8·72½, na listopad-prosinec 8·75, na leden-březen 9·02½ a na květen 9·20 peněz. (Deštivo.) Londýn, 12. října. 5 hod. 35 min. Klidně, na říjen 8·7½, na listopad-prosinec 8·9, na leden-březen 9·2 a na květen 9·3¾. [752, 817, 1093, 899]
devisy-table-row-cell: 47·52½ [247, 1219, 310, 1237]
vienna-headline: Z Vídně, 12. října. (Závěrečné kursy.) [45, 163, 255, 178]
devisy-text: Devisy: Německá místa 58·80, směnky na Londýn 119·70, směnky na Paříž 47·52, směnky na Curych 47·45. [33, 741, 374, 773]
column-3 [743, 74, 1103, 1988]
meteo-table-row-cell: 727·4 [1384, 1246, 1453, 1264]
